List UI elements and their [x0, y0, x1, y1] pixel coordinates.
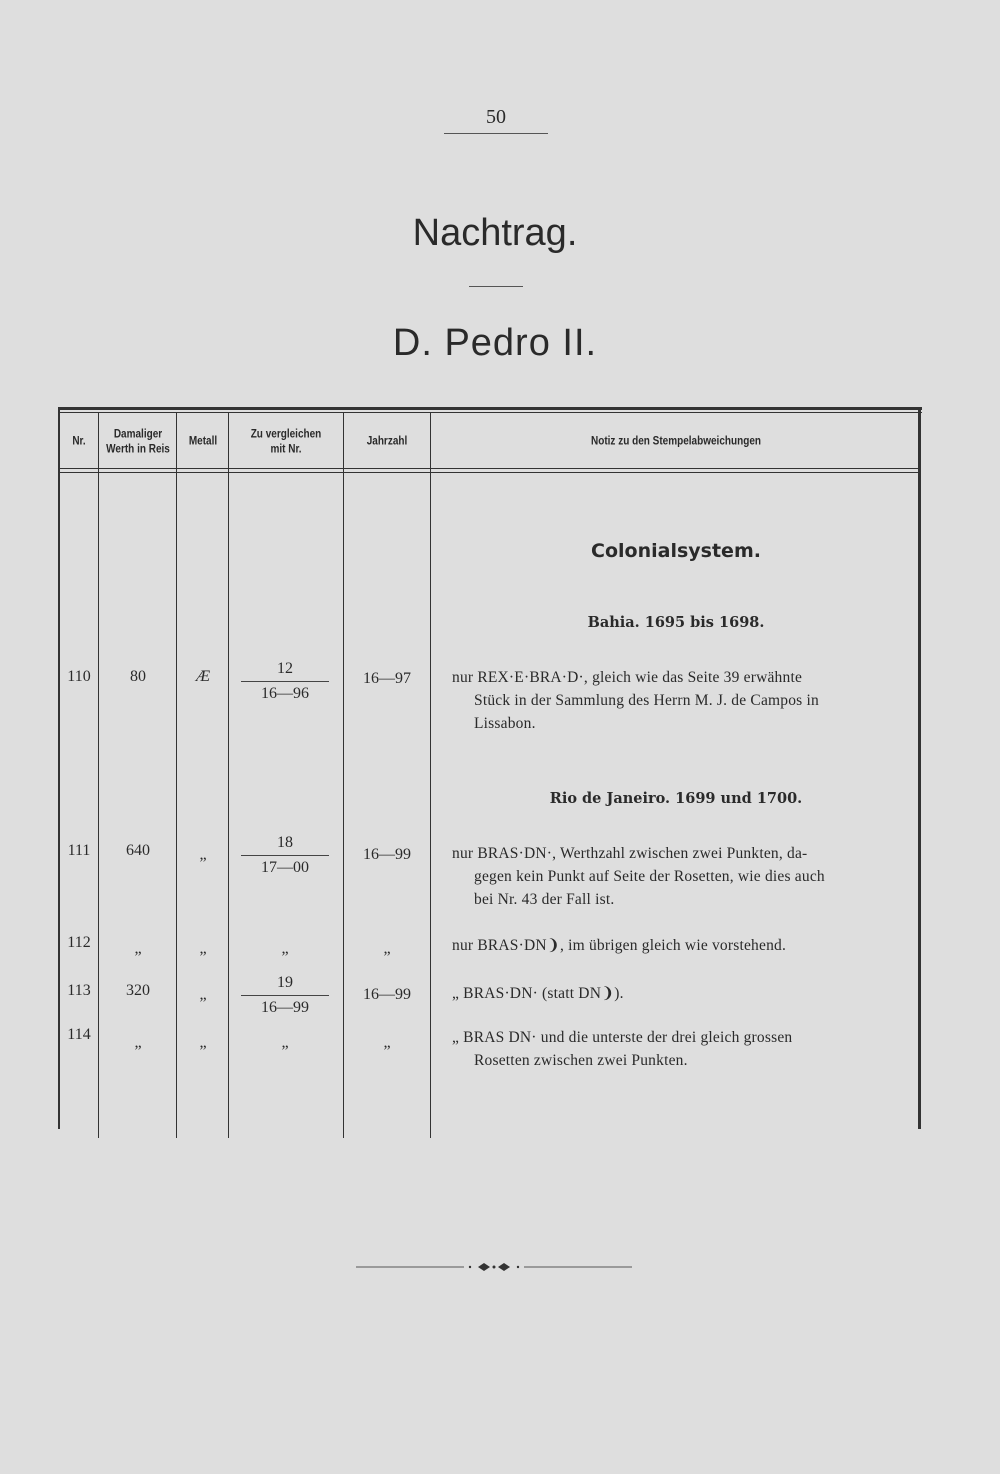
col-divider-4	[343, 412, 344, 1138]
cell-vergleich: „	[281, 1034, 289, 1051]
subsection-heading: Bahia. 1695 bis 1698.	[587, 614, 765, 631]
title-divider	[469, 286, 523, 287]
fraction-bar	[241, 855, 329, 856]
cell-notiz	[452, 934, 912, 957]
cell-wert: 640	[126, 842, 150, 859]
cell-metall: „	[199, 846, 207, 863]
vergleich-numerator: 18	[277, 834, 293, 851]
notiz-line: gegen kein Punkt auf Seite der Rosetten, wie dies auch	[474, 868, 825, 885]
cell-wert: „	[134, 1034, 142, 1051]
cell-wert: „	[134, 940, 142, 957]
cell-nr: 113	[67, 982, 91, 999]
cell-vergleich	[241, 832, 329, 879]
notiz-line: nur BRAS·DN·, Werthzahl zwischen zwei Punkten, da-	[452, 845, 808, 862]
cell-vergleich	[241, 658, 329, 705]
cell-nr: 112	[67, 934, 91, 951]
cell-vergleich	[241, 972, 329, 1019]
cell-notiz	[452, 982, 912, 1005]
cell-nr: 114	[67, 1026, 91, 1043]
cell-wert: 80	[130, 668, 146, 685]
notiz-line: nur REX·E·BRA·D·, gleich wie das Seite 39 erwähnte	[452, 669, 803, 686]
notiz-line: Rosetten zwischen zwei Punkten.	[474, 1052, 688, 1069]
col-divider-3	[228, 412, 229, 1138]
cell-metall: „	[199, 1034, 207, 1051]
end-ornament-icon	[356, 1262, 632, 1272]
cell-metall: „	[199, 986, 207, 1003]
header-wert: Damaliger Werth in Reis	[106, 427, 170, 456]
col-divider-5	[430, 412, 431, 1138]
fraction-bar	[241, 681, 329, 682]
notiz-line: „ BRAS DN· und die unterste der drei gleich grossen	[452, 1029, 793, 1046]
vergleich-denominator: 17—00	[261, 859, 309, 876]
cell-jahr: „	[383, 940, 391, 957]
page-number: 50	[486, 106, 506, 128]
cell-jahr: „	[383, 1034, 391, 1051]
cell-metall: Æ	[195, 668, 211, 685]
cell-notiz	[452, 1026, 912, 1072]
header-notiz: Notiz zu den Stempelabweichungen	[590, 435, 761, 449]
vergleich-denominator: 16—96	[261, 685, 309, 702]
vergleich-denominator: 16—99	[261, 999, 309, 1016]
cell-jahr: 16—99	[363, 986, 411, 1003]
cell-nr: 111	[67, 842, 91, 859]
page-number-rule	[444, 133, 548, 134]
vergleich-numerator: 19	[277, 974, 293, 991]
page-title: Nachtrag.	[412, 212, 578, 254]
notiz-line: Stück in der Sammlung des Herrn M. J. de Campos in	[474, 692, 819, 709]
cell-vergleich: „	[281, 940, 289, 957]
notiz-line: nur BRAS·DN❩, im übrigen gleich wie vorstehend.	[452, 937, 787, 954]
table-left-border	[58, 407, 60, 1129]
subsection-heading: Rio de Janeiro. 1699 und 1700.	[549, 790, 803, 807]
cell-jahr: 16—99	[363, 846, 411, 863]
notiz-line: „ BRAS·DN· (statt DN❩).	[452, 985, 624, 1002]
col-divider-2	[176, 412, 177, 1138]
page-subtitle: D. Pedro II.	[392, 322, 598, 364]
vergleich-numerator: 12	[277, 660, 293, 677]
cell-nr: 110	[67, 668, 91, 685]
cell-wert: 320	[126, 982, 150, 999]
cell-metall: „	[199, 940, 207, 957]
notiz-line: Lissabon.	[474, 715, 536, 732]
cell-notiz	[452, 842, 912, 911]
header-nr: Nr.	[72, 435, 86, 449]
cell-jahr: 16—97	[363, 670, 411, 687]
table-right-border	[918, 407, 921, 1129]
header-jahr: Jahrzahl	[366, 435, 408, 449]
header-vergleich: Zu vergleichen mit Nr.	[250, 427, 322, 456]
col-divider-1	[98, 412, 99, 1138]
section-title: Colonialsystem.	[591, 540, 761, 562]
header-metall: Metall	[188, 435, 218, 449]
notiz-line: bei Nr. 43 der Fall ist.	[474, 891, 615, 908]
cell-notiz	[452, 666, 912, 735]
fraction-bar	[241, 995, 329, 996]
